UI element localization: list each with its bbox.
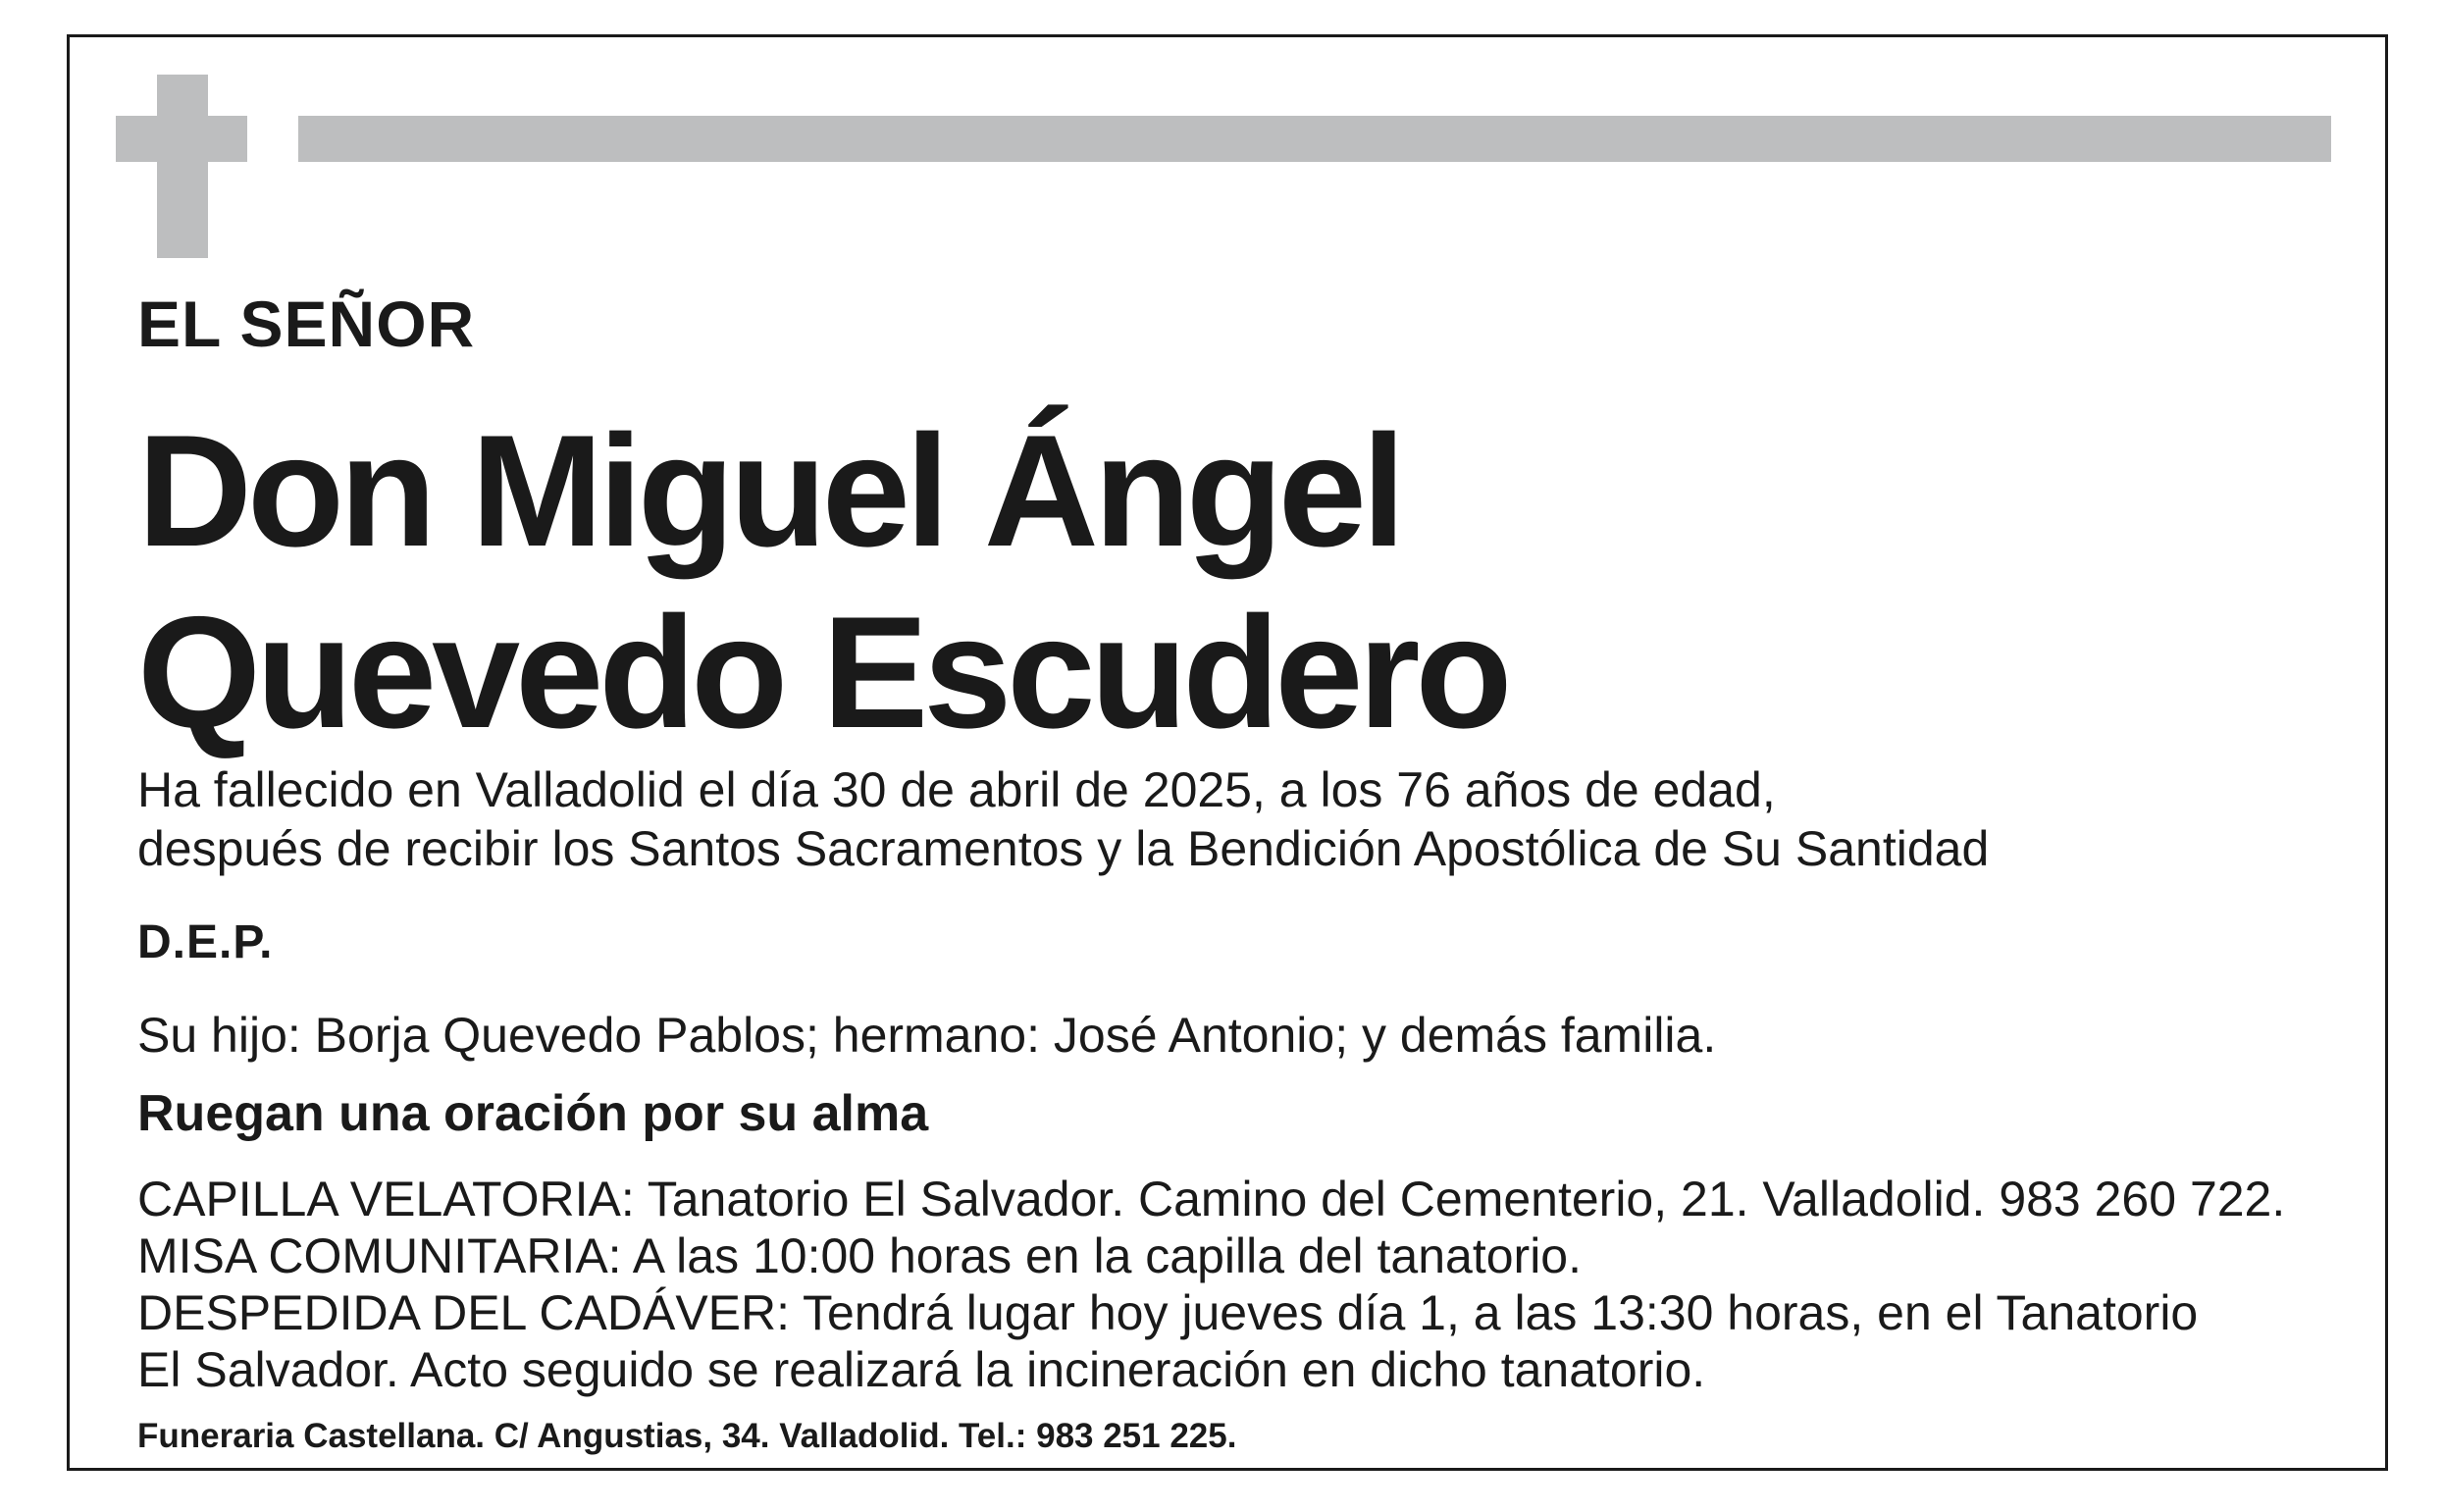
funeral-home-contact: Funeraria Castellana. C/ Angustias, 34. Valladolid. Tel.: 983 251 225. — [137, 1417, 1237, 1455]
honorific: EL SEÑOR — [137, 287, 476, 360]
prayer-request: Ruegan una oración por su alma — [137, 1085, 929, 1142]
death-notice-line-2: después de recibir los Santos Sacramentos y la Bendición Apostólica de Su Santidad — [137, 821, 1990, 876]
deceased-name-line-2: Quevedo Escudero — [137, 584, 1508, 761]
service-mass: MISA COMUNITARIA: A las 10:00 horas en la capilla del tanatorio. — [137, 1228, 1582, 1283]
rest-in-peace: D.E.P. — [137, 916, 274, 968]
service-viewing: CAPILLA VELATORIA: Tanatorio El Salvador. Camino del Cementerio, 21. Valladolid. 983 260 722. — [137, 1172, 2286, 1226]
death-notice-line-1: Ha fallecido en Valladolid el día 30 de abril de 2025, a los 76 años de edad, — [137, 762, 1776, 817]
cross-horizontal-bar — [116, 116, 247, 162]
family-members: Su hijo: Borja Quevedo Pablos; hermano: José Antonio; y demás familia. — [137, 1008, 1717, 1063]
deceased-name-line-1: Don Miguel Ángel — [137, 402, 1401, 580]
service-farewell-continued: El Salvador. Acto seguido se realizará la incineración en dicho tanatorio. — [137, 1342, 1706, 1397]
cross-vertical-bar — [157, 75, 208, 258]
header-rule — [298, 116, 2331, 162]
service-farewell: DESPEDIDA DEL CADÁVER: Tendrá lugar hoy jueves día 1, a las 13:30 horas, en el Tanatorio — [137, 1285, 2199, 1340]
